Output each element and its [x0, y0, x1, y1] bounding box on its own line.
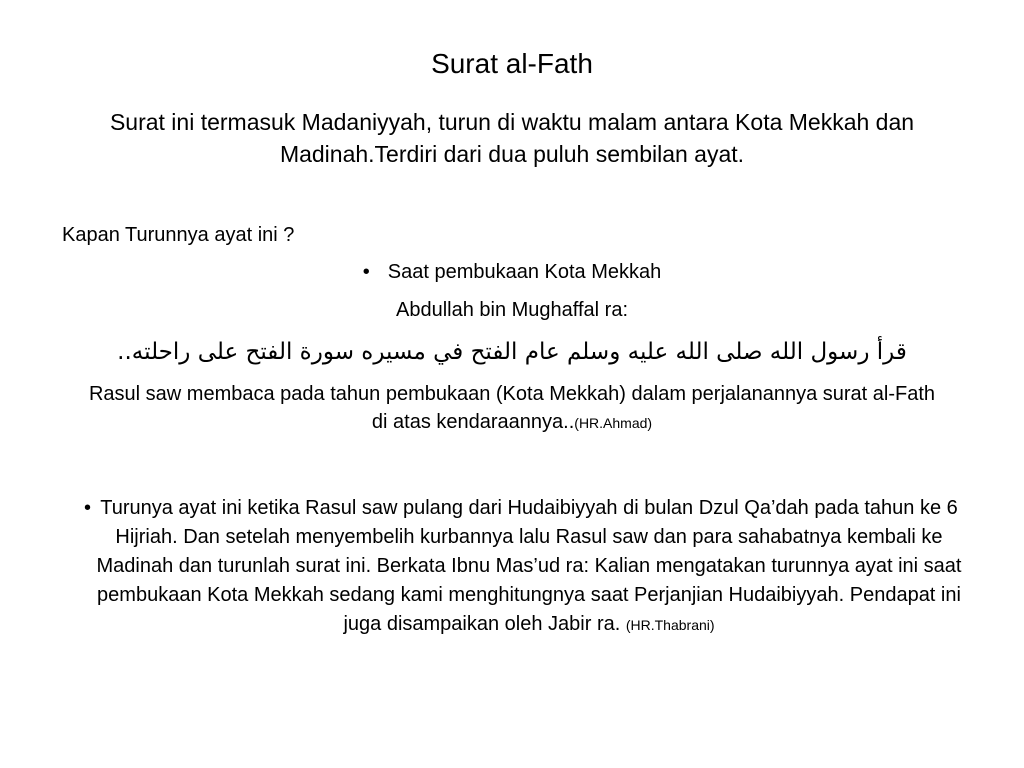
- hadith-translation: [80, 380, 944, 437]
- bullet-1-text: Saat pembukaan Kota Mekkah: [387, 261, 662, 283]
- arabic-hadith: قرأ رسول الله صلى الله عليه وسلم عام الفتح في مسيره سورة الفتح على راحلته..: [117, 339, 907, 365]
- translation-source: (HR.Ahmad): [574, 415, 653, 431]
- bullet-2-source: (HR.Thabrani): [625, 617, 715, 633]
- bullet-2-text: Turunya ayat ini ketika Rasul saw pulang dari Hudaibiyyah di bulan Dzul Qa’dah pada tahun ke 6 Hijriah. Dan setelah menyembelih kurbannya lalu Rasul saw dan para sahabatnya kembali ke Madinah dan turunlah surat ini. Berkata Ibnu Mas’ud ra: Kalian mengatakan turunnya ayat ini saat pembukaan Kota Mekkah sedang kami menghitungnya saat Perjanjian Hudaibiyyah. Pendapat ini juga disampaikan oleh Jabir ra.: [96, 497, 962, 635]
- bullet-icon: •: [362, 261, 370, 283]
- intro-paragraph: Surat ini termasuk Madaniyyah, turun di waktu malam antara Kota Mekkah dan Madinah.Terdiri dari dua puluh sembilan ayat.: [109, 109, 915, 167]
- bullet-item-1: [0, 258, 1024, 286]
- translation-text: Rasul saw membaca pada tahun pembukaan (Kota Mekkah) dalam perjalanannya surat al-Fath di atas kendaraannya..: [88, 383, 936, 433]
- bullet-item-2: [84, 494, 964, 640]
- bullet-icon: •: [84, 497, 92, 519]
- bullet-2-paragraph: [94, 494, 964, 640]
- narrator-line: Abdullah bin Mughaffal ra:: [395, 299, 628, 321]
- slide-title: Surat al-Fath: [431, 48, 593, 79]
- question-heading: Kapan Turunnya ayat ini ?: [62, 224, 295, 246]
